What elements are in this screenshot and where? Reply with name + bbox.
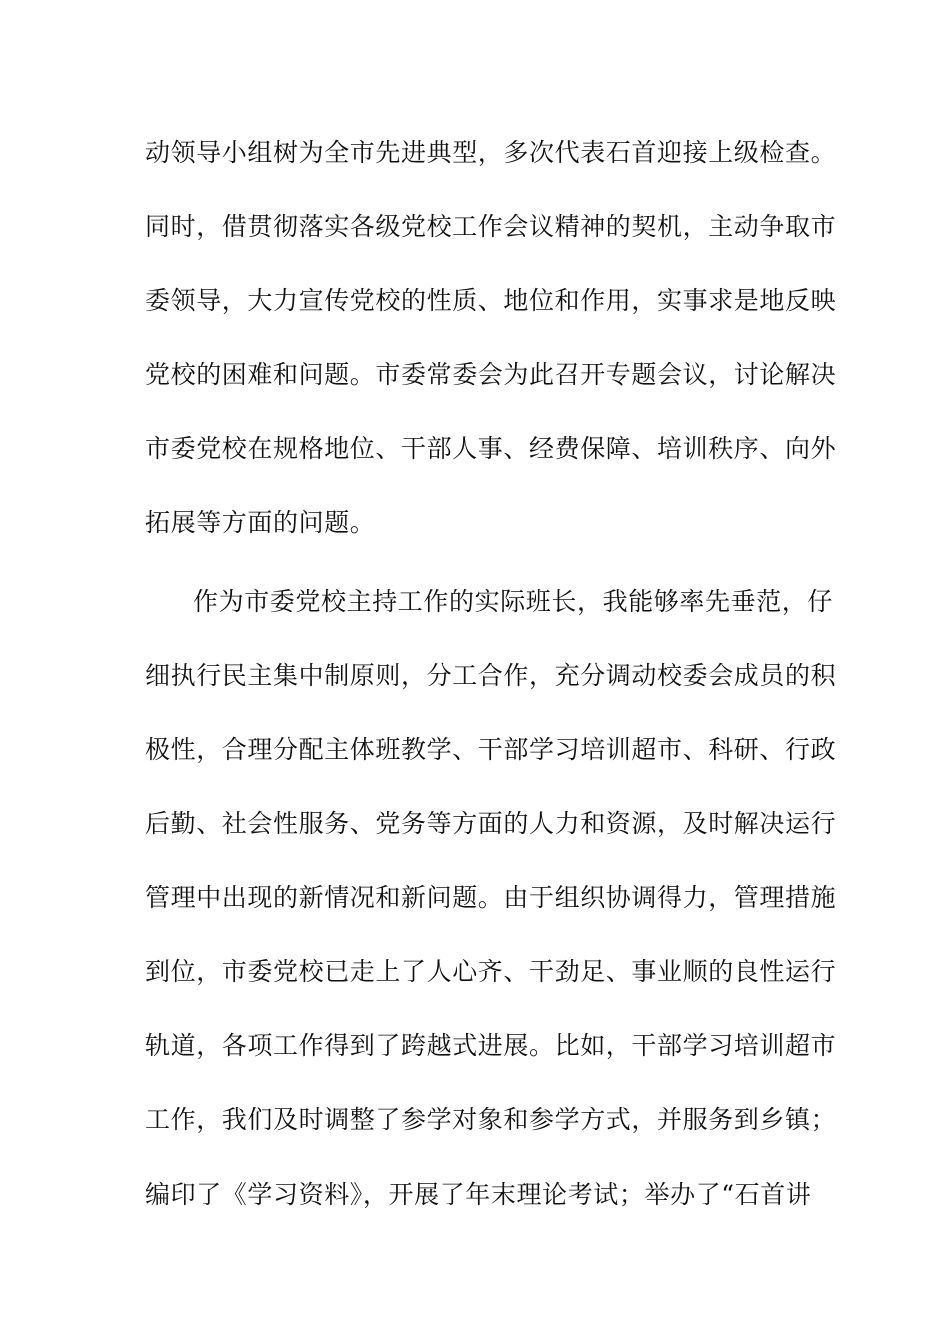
text-line: 编印了《学习资料》，开展了年末理论考试；举办了“石首讲: [145, 1180, 812, 1209]
text-line: 党校的困难和问题。市委常委会为此召开专题会议，讨论解决: [145, 360, 837, 389]
text-line: 市委党校在规格地位、干部人事、经费保障、培训秩序、向外: [145, 434, 837, 463]
text-line: 同时，借贯彻落实各级党校工作会议精神的契机，主动争取市: [145, 212, 837, 241]
text-line: 工作，我们及时调整了参学对象和参学方式，并服务到乡镇；: [145, 1105, 837, 1134]
text-line: 委领导，大力宣传党校的性质、地位和作用，实事求是地反映: [145, 286, 837, 315]
text-line: 动领导小组树为全市先进典型，多次代表石首迎接上级检查。: [145, 138, 837, 167]
text-line: 管理中出现的新情况和新问题。由于组织协调得力，管理措施: [145, 883, 837, 912]
text-line: 后勤、社会性服务、党务等方面的人力和资源，及时解决运行: [145, 809, 837, 838]
text-line: 到位，市委党校已走上了人心齐、干劲足、事业顺的良性运行: [145, 957, 837, 986]
text-line: 极性，合理分配主体班教学、干部学习培训超市、科研、行政: [145, 735, 837, 764]
text-line: 拓展等方面的问题。: [145, 508, 376, 537]
text-line: 轨道，各项工作得到了跨越式进展。比如，干部学习培训超市: [145, 1031, 837, 1060]
text-line: 细执行民主集中制原则，分工合作，充分调动校委会成员的积: [145, 661, 837, 690]
paragraph-first-line: 作为市委党校主持工作的实际班长，我能够率先垂范，仔: [193, 587, 834, 616]
